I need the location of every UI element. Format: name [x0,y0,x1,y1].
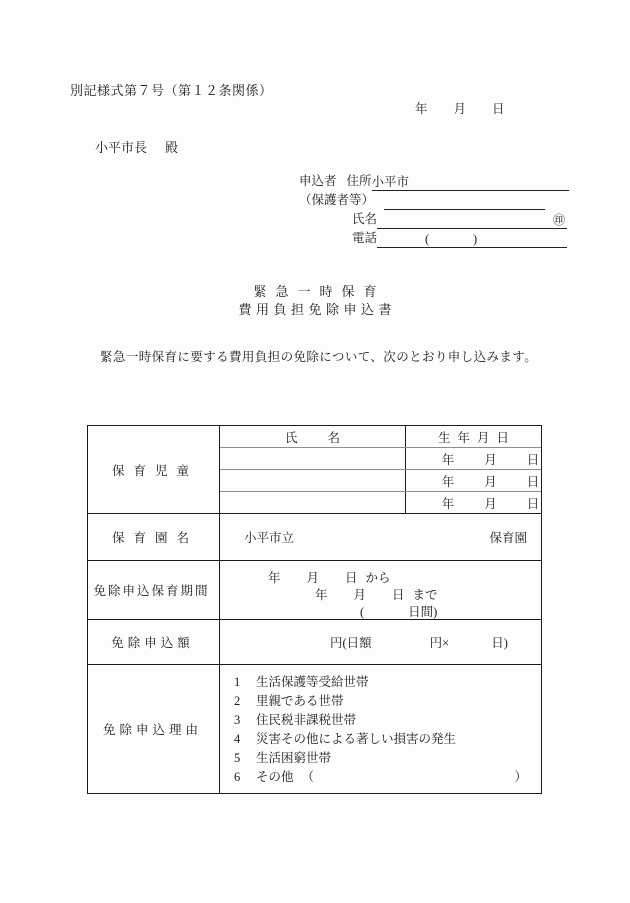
table-row-reason [88,664,541,793]
period-from-year: 年 [268,571,281,585]
period-count-paren-open: ( [360,605,365,619]
applicant-label: 申込者 [299,174,337,188]
period-label: 免除申込保育期間 [88,561,220,619]
addressee-honorific: 殿 [165,140,179,155]
reason-text-4: 災害その他による著しい損害の発生 [256,732,457,746]
period-count-line [360,602,437,620]
child-dob-month-2: 月 [484,474,497,489]
phone-paren-open: ( [425,232,430,246]
name-row [299,210,569,229]
period-from-word: から [365,571,391,585]
amount-value-cell[interactable] [220,620,541,664]
intro-sentence: 緊急一時保育に要する費用負担の免除について、次のとおり申し込みます。 [100,350,538,364]
children-header-name: 氏名 [220,426,406,447]
applicant-address-row [299,172,569,191]
period-to-day: 日 [392,588,405,602]
reason-number-4: 4 [234,732,241,746]
nursery-value-cell[interactable] [220,514,541,560]
amount-days: 日) [491,636,508,650]
table-row-children [88,426,541,513]
child-dob-input-3[interactable] [406,492,541,513]
child-name-input-1[interactable] [220,448,406,469]
reason-label: 免除申込理由 [88,665,220,793]
period-from-month: 月 [306,571,320,585]
amount-label: 免除申込額 [88,620,220,664]
children-header-dob: 生年月日 [437,430,516,445]
child-dob-month-3: 月 [484,496,497,511]
applicant-block [299,172,569,248]
seal-icon: ㊞ [553,213,566,227]
table-row [220,491,541,513]
reason-number-2: 2 [234,694,241,708]
reason-6-paren-close: ） [514,770,527,784]
period-to-month: 月 [353,588,367,602]
list-item[interactable] [220,691,541,710]
amount-yen: 円(日額 [330,636,372,650]
address-prefix: 小平市 [371,175,410,189]
period-from-line [268,568,391,586]
child-dob-input-1[interactable] [406,448,541,469]
children-label: 保育児童 [88,426,220,513]
nursery-label: 保育園名 [88,514,220,560]
table-row-period [88,560,541,619]
period-to-year: 年 [315,588,328,602]
period-to-line [315,585,438,603]
period-to-word: まで [412,588,438,602]
reason-text-1: 生活保護等受給世帯 [256,675,369,689]
child-dob-month-1: 月 [484,452,497,467]
addressee [95,137,178,156]
reason-text-2: 里親である世帯 [256,694,344,708]
address-input-line[interactable] [372,175,569,191]
child-dob-input-2[interactable] [406,470,541,491]
child-name-input-2[interactable] [220,470,406,491]
reason-text-6: その他 [256,770,294,784]
table-row [220,469,541,491]
application-table [87,425,542,794]
children-value-cell [220,426,541,513]
list-item[interactable] [220,729,541,748]
date-day-label: 日 [492,102,505,116]
reason-number-1: 1 [234,675,241,689]
date-line [415,99,505,117]
children-header-row [220,426,541,447]
nursery-prefix: 小平市立 [244,531,295,545]
name-input-line[interactable] [377,213,567,229]
reason-text-3: 住民税非課税世帯 [256,713,357,727]
table-row [220,447,541,469]
name-label: 氏名 [352,212,378,226]
reason-number-6: 6 [234,770,241,784]
guardian-note: （保護者等） [299,193,375,207]
children-subtable [220,426,541,513]
date-year-label: 年 [415,102,428,116]
page-title [0,283,630,319]
phone-row [299,229,569,248]
phone-input-line[interactable] [377,232,567,248]
child-dob-year-2: 年 [441,474,455,489]
child-dob-day-2: 日 [526,474,540,489]
list-item[interactable] [220,710,541,729]
amount-unit-rate: 円× [429,636,450,650]
child-dob-day-1: 日 [526,452,540,467]
reason-6-paren-open: （ [301,770,315,784]
date-month-label: 月 [453,102,467,116]
table-row-nursery [88,513,541,560]
guardian-input-line[interactable] [384,194,545,210]
title-line-1: 緊急一時保育 [253,284,386,299]
reason-number-5: 5 [234,751,241,765]
title-line-2: 費用負担免除申込書 [238,302,396,317]
child-dob-year-1: 年 [441,452,455,467]
list-item[interactable] [220,748,541,767]
form-number: 別記様式第７号（第１２条関係） [70,83,273,98]
reason-number-3: 3 [234,713,241,727]
list-item[interactable] [220,767,541,786]
addressee-name: 小平市長 [95,140,148,155]
nursery-suffix: 保育園 [489,531,527,545]
child-dob-year-3: 年 [441,496,455,511]
period-count-unit: 日間) [408,605,438,619]
child-dob-day-3: 日 [526,496,540,511]
address-label: 住所 [346,174,372,188]
reason-value-cell [220,665,541,793]
table-row-amount [88,619,541,664]
reason-text-5: 生活困窮世帯 [256,751,332,765]
phone-paren-close: ) [473,232,478,246]
guardian-row [299,191,569,210]
period-value-cell[interactable] [220,561,541,619]
period-from-day: 日 [345,571,358,585]
child-name-input-3[interactable] [220,492,406,513]
list-item[interactable] [220,672,541,691]
phone-label: 電話 [352,231,378,245]
